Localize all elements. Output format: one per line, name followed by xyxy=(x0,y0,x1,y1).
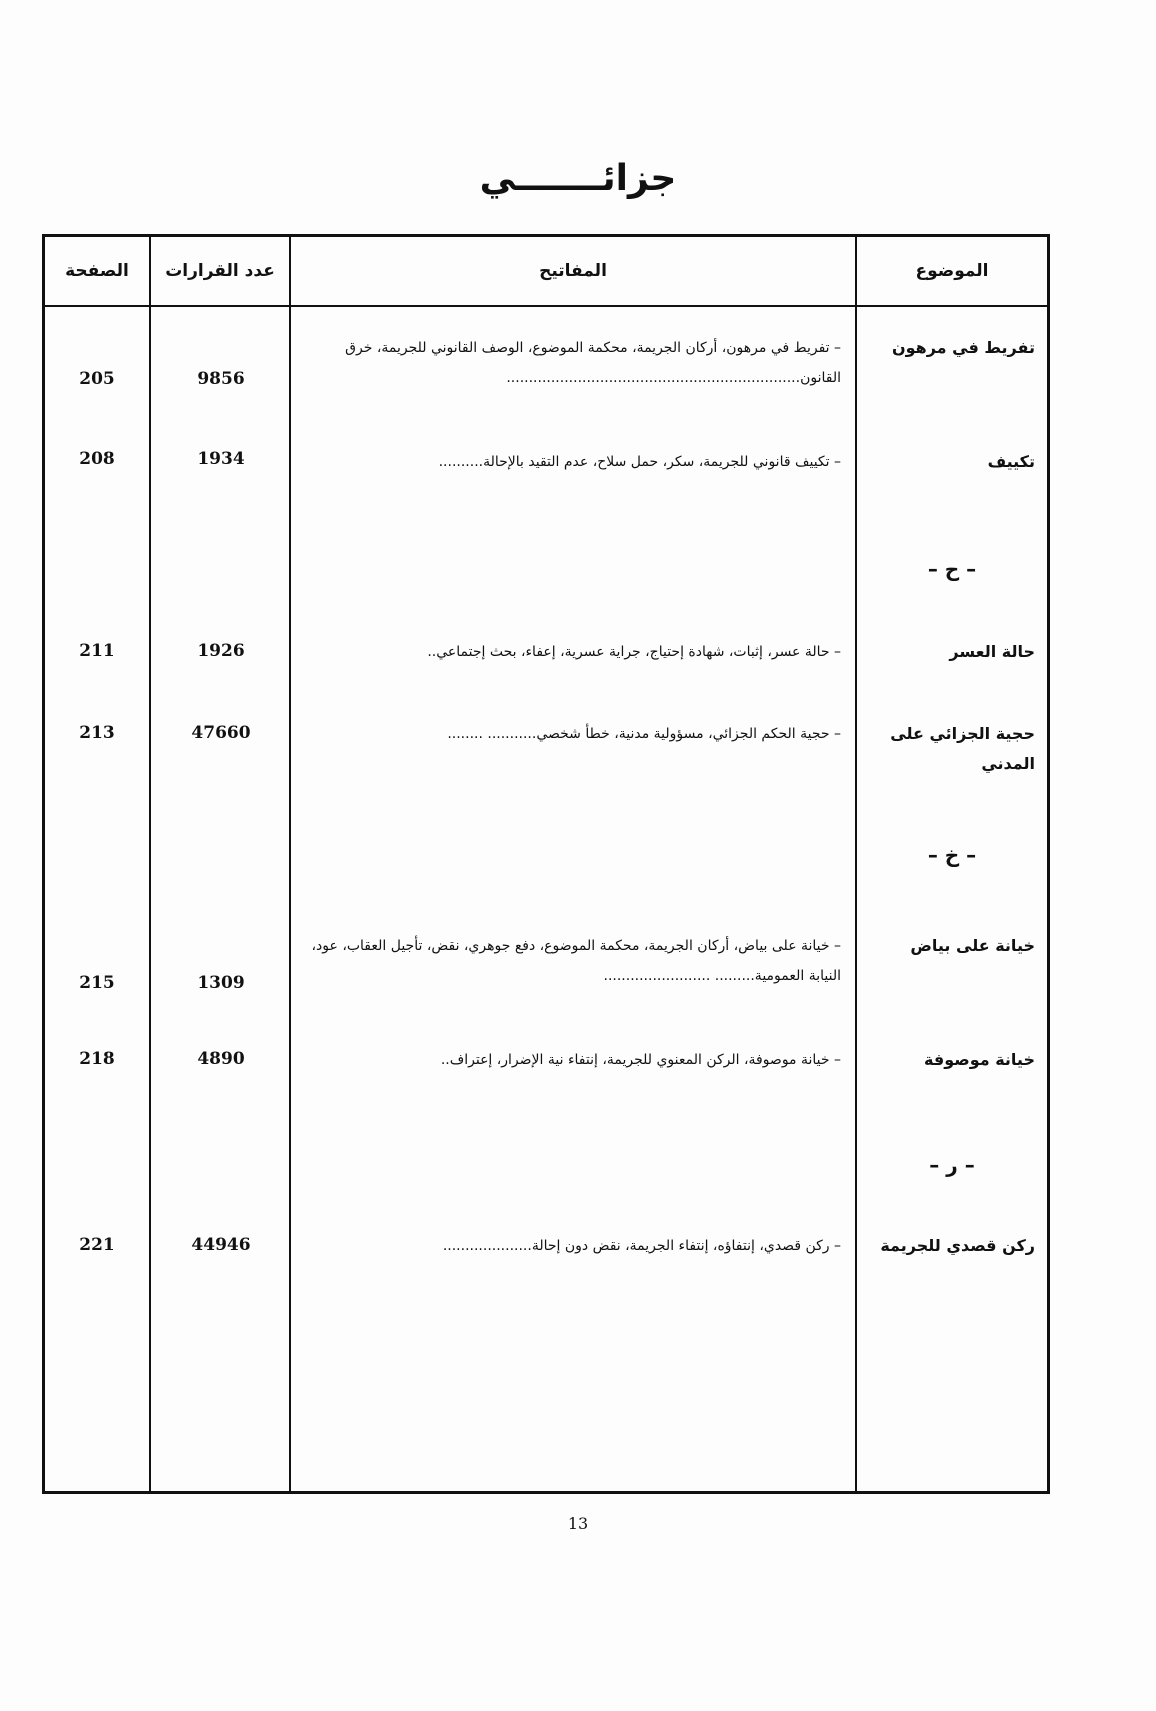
header-divider xyxy=(45,305,1047,307)
entry-keywords: – تفريط في مرهون، أركان الجريمة، محكمة الموضوع، الوصف القانوني للجريمة، خرق القانون.................................................................. xyxy=(345,340,841,386)
entry-keywords: – ركن قصدي، إنتفاؤه، إنتفاء الجريمة، نقض دون إحالة.................... xyxy=(442,1238,841,1254)
header-decisions: عدد القرارات xyxy=(165,261,275,281)
entry-subject: خيانة موصوفة xyxy=(924,1050,1035,1069)
entry-subject: حجية الجزائي على المدني xyxy=(890,724,1035,773)
header-page: الصفحة xyxy=(65,261,129,281)
section-letter: – ح – xyxy=(927,557,977,581)
column-divider xyxy=(149,237,151,1491)
entry-decision-number: 9856 xyxy=(197,369,245,389)
entry-keywords: – حجية الحكم الجزائي، مسؤولية مدنية، خطأ شخصي........... ........ xyxy=(447,726,841,742)
entry-keywords: – تكييف قانوني للجريمة، سكر، حمل سلاح، عدم التقيد بالإحالة.......... xyxy=(438,454,841,470)
entry-subject: حالة العسر xyxy=(949,642,1035,661)
entry-page: 205 xyxy=(79,369,115,389)
entry-page: 215 xyxy=(79,973,115,993)
entry-decision-number: 1926 xyxy=(197,641,245,661)
entry-keywords: – خيانة على بياض، أركان الجريمة، محكمة الموضوع، دفع جوهري، نقض، تأجيل العقاب، عود، النيابة العمومية......... ........................ xyxy=(311,938,841,984)
entry-subject: تكييف xyxy=(987,452,1035,471)
entry-keywords: – حالة عسر، إثبات، شهادة إحتياج، جراية عسرية، إعفاء، بحث إجتماعي.. xyxy=(427,644,841,660)
header-keywords: المفاتيح xyxy=(539,261,607,281)
entry-decision-number: 44946 xyxy=(191,1235,251,1255)
entry-page: 213 xyxy=(79,723,115,743)
entry-decision-number: 1309 xyxy=(197,973,245,993)
entry-decision-number: 4890 xyxy=(197,1049,245,1069)
entry-page: 211 xyxy=(79,641,115,661)
entry-subject: تفريط في مرهون xyxy=(891,338,1035,357)
entry-keywords: – خيانة موصوفة، الركن المعنوي للجريمة، إنتفاء نية الإضرار، إعتراف.. xyxy=(440,1052,841,1068)
column-divider xyxy=(289,237,291,1491)
section-letter: – ر – xyxy=(929,1153,975,1177)
entry-page: 218 xyxy=(79,1049,115,1069)
entry-page: 221 xyxy=(79,1235,115,1255)
entry-subject: ركن قصدي للجريمة xyxy=(880,1236,1035,1255)
section-letter: – خ – xyxy=(927,843,977,867)
entry-decision-number: 1934 xyxy=(197,449,245,469)
page-title: جزائـــــــي xyxy=(479,158,677,199)
index-table xyxy=(42,234,1050,1494)
entry-decision-number: 47660 xyxy=(191,723,251,743)
header-subject: الموضوع xyxy=(915,261,989,281)
page-number: 13 xyxy=(567,1514,589,1533)
entry-page: 208 xyxy=(79,449,115,469)
entry-subject: خيانة على بياض xyxy=(910,936,1035,955)
